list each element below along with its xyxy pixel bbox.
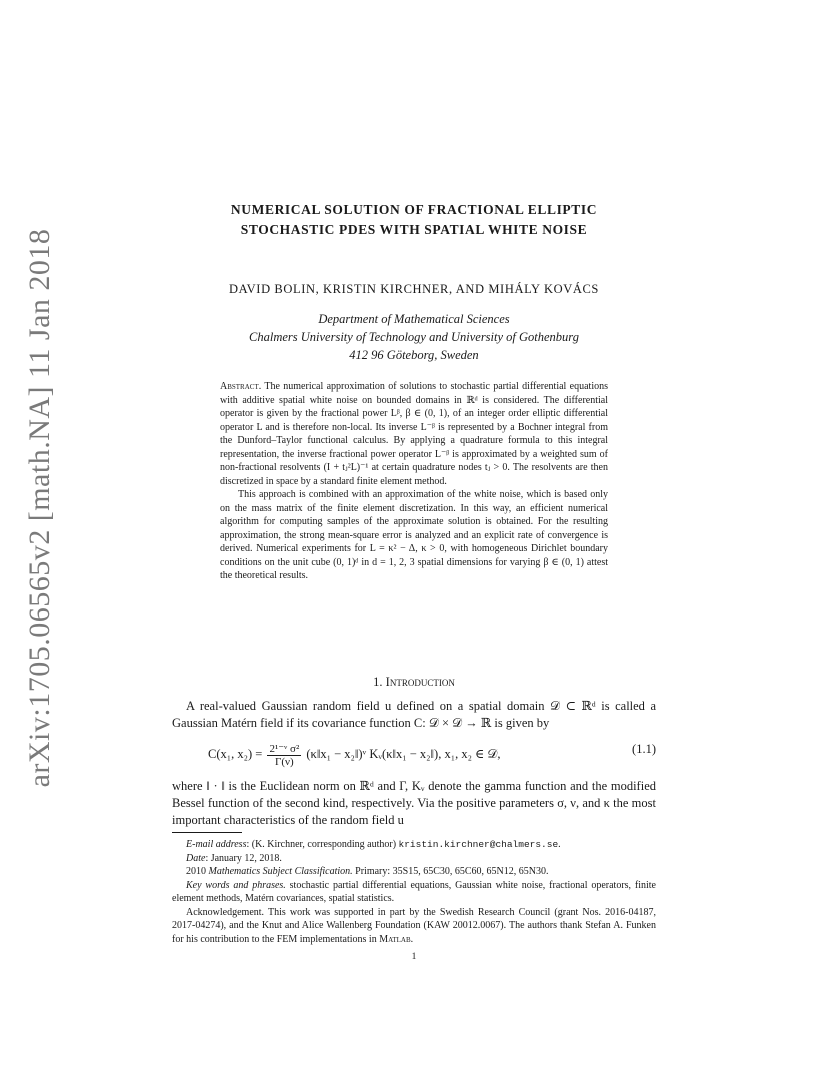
page-number: 1 — [411, 952, 417, 962]
fraction-denominator: Γ(ν) — [275, 756, 294, 768]
intro-paragraph-1-block — [172, 698, 656, 732]
ack-matlab: Matlab — [379, 933, 411, 945]
intro-paragraph-2: where ‖ · ‖ is the Euclidean norm on ℝᵈ and Γ, Kᵥ denote the gamma function and the modified Bessel function of the second kind, respectively. Via the positive parameters σ, ν, and κ the most important characteristics of the random field u — [172, 779, 656, 827]
title-line-1: NUMERICAL SOLUTION OF FRACTIONAL ELLIPTIC — [230, 202, 598, 217]
affiliation-university: Chalmers University of Technology and University of Gothenburg — [249, 330, 579, 344]
equation-fraction — [267, 742, 301, 768]
equation-body — [208, 742, 501, 768]
intro-paragraph-1: A real-valued Gaussian random field u defined on a spatial domain 𝒟 ⊂ ℝᵈ is called a Gaussian Matérn field if its covariance function C: 𝒟 × 𝒟 → ℝ is given by — [172, 699, 656, 730]
abstract-paragraph-1 — [220, 380, 608, 488]
abstract-label: Abstract. — [220, 381, 262, 392]
fraction-numerator: 2¹⁻ᵛ σ² — [269, 743, 300, 755]
author-list: DAVID BOLIN, KRISTIN KIRCHNER, AND MIHÁLY KOVÁCS — [229, 282, 599, 296]
footnote-divider — [172, 832, 242, 833]
ack-text: Acknowledgement. This work was supported in part by the Swedish Research Council (grant Nos. 2016-04187, 2017-04274), and the Knut and Alice Wallenberg Foundation (KAW 20012.0067). The authors thank Stefan A. Funken for his contribution to the FEM implementations in — [172, 906, 656, 945]
email-link[interactable]: kristin.kirchner@chalmers.se — [398, 839, 559, 850]
msc-text: Primary: 35S15, 65C30, 65C60, 65N12, 65N30. — [352, 866, 549, 877]
affiliation-address: 412 96 Göteborg, Sweden — [349, 348, 479, 362]
equation-number: (1.1) — [632, 742, 656, 756]
footnote-msc — [172, 865, 656, 879]
section-heading-introduction: 1. Introduction — [373, 675, 455, 689]
arxiv-sidebar-stamp — [16, 228, 64, 788]
email-text: : (K. Kirchner, corresponding author) — [246, 839, 399, 850]
msc-label: Mathematics Subject Classification. — [208, 866, 353, 877]
footnote-date — [172, 852, 656, 866]
date-label: Date — [186, 852, 206, 864]
ack-end: . — [410, 933, 414, 945]
footnote-acknowledgement — [172, 906, 656, 947]
abstract-paragraph-2: This approach is combined with an approximation of the white noise, which is based only on the mass matrix of the finite element discretization. In this way, an efficient numerical algorithm for computing samples of the approximate solution is obtained. For the resulting approximation, the strong mean-square error is analyzed and an explicit rate of convergence is derived. Numerical experiments for L = κ² − Δ, κ > 0, with homogeneous Dirichlet boundary conditions on the unit cube (0, 1)ᵈ in d = 1, 2, 3 spatial dimensions for varying β ∈ (0, 1) attest the theoretical results. — [220, 489, 608, 581]
footnotes — [172, 838, 656, 946]
abstract-text-1: The numerical approximation of solutions to stochastic partial differential equations with additive spatial white noise on bounded domains in ℝᵈ is considered. The differential operator is given by the fractional power Lᵝ, β ∈ (0, 1), of an integer order elliptic differential operator L and is therefore non-local. Its inverse L⁻ᵝ is represented by a Bochner integral from the Dunford–Taylor functional calculus. By applying a quadrature formula to this integral representation, the inverse fractional power operator L⁻ᵝ is approximated by a weighted sum of non-fractional resolvents (I + tⱼ²L)⁻¹ at certain quadrature nodes tⱼ > 0. The resolvents are then discretized in space by a standard finite element method. — [220, 381, 608, 487]
keywords-text: stochastic partial differential equations, Gaussian white noise, fractional operators, finite element methods, Matérn covariances, spatial statistics. — [172, 879, 656, 904]
date-text: : January 12, 2018. — [205, 852, 282, 864]
equation-lhs: C(x₁, x₂) = — [208, 746, 263, 761]
email-label: E-mail address — [186, 839, 247, 850]
paper-title — [150, 200, 678, 240]
title-line-2: STOCHASTIC PDES WITH SPATIAL WHITE NOISE — [240, 222, 588, 237]
intro-paragraph-2-block — [172, 778, 656, 829]
email-end: . — [558, 839, 561, 850]
affiliation-department: Department of Mathematical Sciences — [318, 312, 510, 326]
affiliation — [150, 310, 678, 364]
footnote-email — [172, 838, 656, 852]
footnote-keywords — [172, 879, 656, 906]
keywords-label: Key words and phrases. — [186, 879, 286, 891]
equation-1-1 — [172, 732, 656, 774]
equation-rhs: (κ‖x₁ − x₂‖)ᵛ Kᵥ(κ‖x₁ − x₂‖), x₁, x₂ ∈ 𝒟, — [306, 746, 501, 761]
abstract — [220, 380, 608, 583]
msc-prefix: 2010 — [186, 866, 209, 877]
arxiv-identifier: arXiv:1705.06565v2 [math.NA] 11 Jan 2018 — [23, 228, 56, 788]
